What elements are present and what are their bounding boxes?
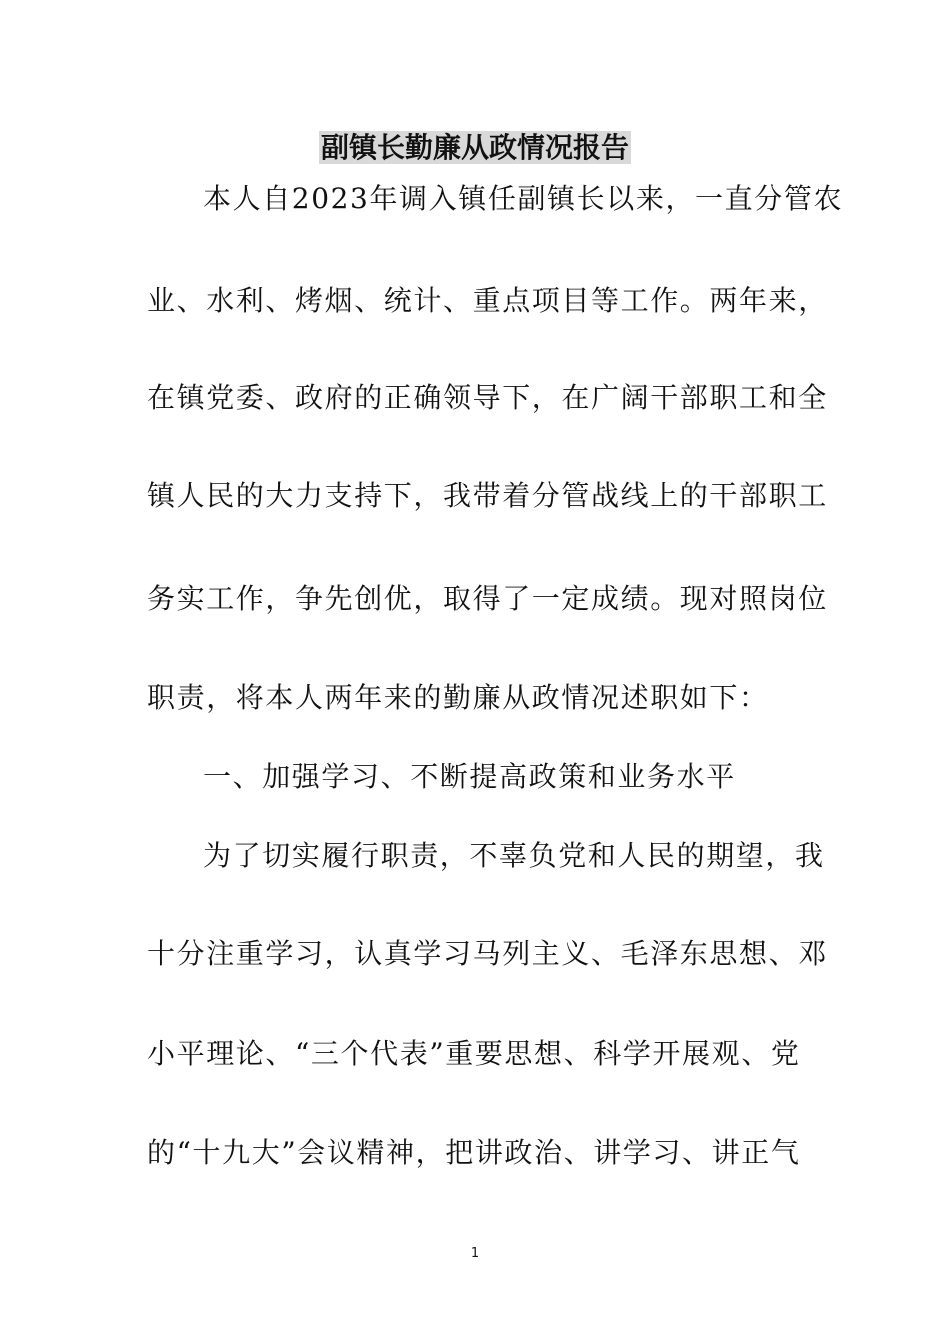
paragraph-line: 职责，将本人两年来的勤廉从政情况述职如下： — [147, 681, 769, 714]
document-title — [0, 130, 950, 166]
paragraph-line: 十分注重学习，认真学习马列主义、毛泽东思想、邓 — [147, 937, 828, 970]
paragraph-line: 业、水利、烤烟、统计、重点项目等工作。两年来， — [147, 284, 828, 317]
paragraph-line: 小平理论、“三个代表”重要思想、科学开展观、党 — [147, 1037, 801, 1070]
paragraph-line: 为了切实履行职责，不辜负党和人民的期望，我 — [203, 839, 825, 872]
document-title-text: 副镇长勤廉从政情况报告 — [320, 131, 629, 164]
paragraph-line: 镇人民的大力支持下，我带着分管战线上的干部职工 — [147, 479, 828, 512]
paragraph-line: 在镇党委、政府的正确领导下，在广阔干部职工和全 — [147, 381, 828, 414]
paragraph-line: 本人自2023年调入镇任副镇长以来，一直分管农 — [203, 182, 844, 215]
paragraph-line: 务实工作，争先创优，取得了一定成绩。现对照岗位 — [147, 582, 828, 615]
page-number: 1 — [470, 1246, 480, 1261]
section-heading: 一、加强学习、不断提高政策和业务水平 — [203, 760, 736, 793]
paragraph-line: 的“十九大”会议精神，把讲政治、讲学习、讲正气 — [147, 1136, 801, 1169]
